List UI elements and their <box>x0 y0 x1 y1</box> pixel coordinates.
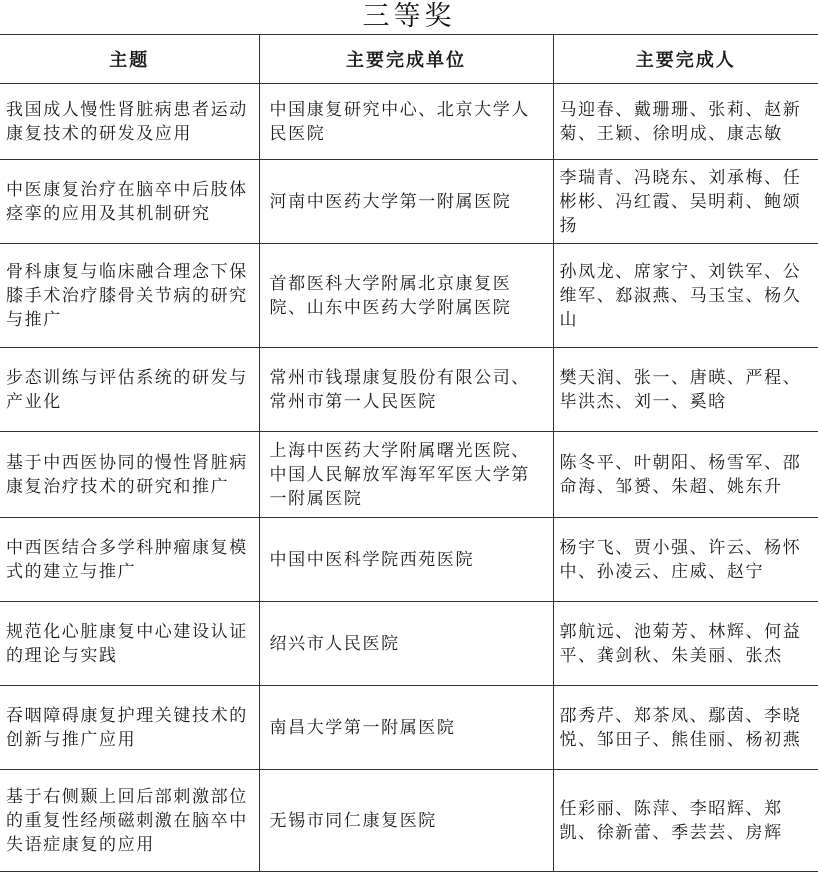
unit-cell: 中国中医科学院西苑医院 <box>259 518 553 602</box>
unit-cell: 常州市钱璟康复股份有限公司、常州市第一人民医院 <box>259 348 553 432</box>
people-cell: 邵秀芹、郑茶凤、鄢茵、李晓悦、邹田子、熊佳丽、杨初燕 <box>553 686 818 770</box>
people-cell: 李瑞青、冯晓东、刘承梅、任彬彬、冯红霞、吴明莉、鲍颂扬 <box>553 160 818 244</box>
table-row <box>0 348 818 432</box>
people-cell: 陈冬平、叶朝阳、杨雪军、邵命海、邹赟、朱超、姚东升 <box>553 432 818 518</box>
topic-cell: 规范化心脏康复中心建设认证的理论与实践 <box>0 602 259 686</box>
header-unit: 主要完成单位 <box>259 35 553 84</box>
unit-cell: 绍兴市人民医院 <box>259 602 553 686</box>
people-cell: 郭航远、池菊芳、林辉、何益平、龚剑秋、朱美丽、张杰 <box>553 602 818 686</box>
topic-cell: 基于中西医协同的慢性肾脏病康复治疗技术的研究和推广 <box>0 432 259 518</box>
topic-cell: 中医康复治疗在脑卒中后肢体痉挛的应用及其机制研究 <box>0 160 259 244</box>
table-row <box>0 770 818 872</box>
topic-cell: 步态训练与评估系统的研发与产业化 <box>0 348 259 432</box>
table-row <box>0 84 818 160</box>
table-row <box>0 244 818 348</box>
people-cell: 任彩丽、陈萍、李昭辉、郑凯、徐新蕾、季芸芸、房辉 <box>553 770 818 872</box>
table-row <box>0 686 818 770</box>
topic-cell: 中西医结合多学科肿瘤康复模式的建立与推广 <box>0 518 259 602</box>
unit-cell: 河南中医药大学第一附属医院 <box>259 160 553 244</box>
table-row <box>0 432 818 518</box>
table-row <box>0 160 818 244</box>
award-level-title: 三等奖 <box>362 1 456 32</box>
unit-cell: 南昌大学第一附属医院 <box>259 686 553 770</box>
people-cell: 杨宇飞、贾小强、许云、杨怀中、孙凌云、庄威、赵宁 <box>553 518 818 602</box>
topic-cell: 我国成人慢性肾脏病患者运动康复技术的研发及应用 <box>0 84 259 160</box>
unit-cell: 无锡市同仁康复医院 <box>259 770 553 872</box>
unit-cell: 中国康复研究中心、北京大学人民医院 <box>259 84 553 160</box>
topic-cell: 骨科康复与临床融合理念下保膝手术治疗膝骨关节病的研究与推广 <box>0 244 259 348</box>
header-people: 主要完成人 <box>553 35 818 84</box>
people-cell: 樊天润、张一、唐暎、严程、毕洪杰、刘一、奚晗 <box>553 348 818 432</box>
award-table <box>0 34 818 872</box>
header-topic: 主题 <box>0 35 259 84</box>
topic-cell: 吞咽障碍康复护理关键技术的创新与推广应用 <box>0 686 259 770</box>
unit-cell: 首都医科大学附属北京康复医院、山东中医药大学附属医院 <box>259 244 553 348</box>
topic-cell: 基于右侧颞上回后部刺激部位的重复性经颅磁刺激在脑卒中失语症康复的应用 <box>0 770 259 872</box>
table-row <box>0 602 818 686</box>
unit-cell: 上海中医药大学附属曙光医院、中国人民解放军海军军医大学第一附属医院 <box>259 432 553 518</box>
table-header-row <box>0 35 818 84</box>
people-cell: 孙凤龙、席家宁、刘铁军、公维军、郄淑燕、马玉宝、杨久山 <box>553 244 818 348</box>
people-cell: 马迎春、戴珊珊、张莉、赵新菊、王颖、徐明成、康志敏 <box>553 84 818 160</box>
table-row <box>0 518 818 602</box>
